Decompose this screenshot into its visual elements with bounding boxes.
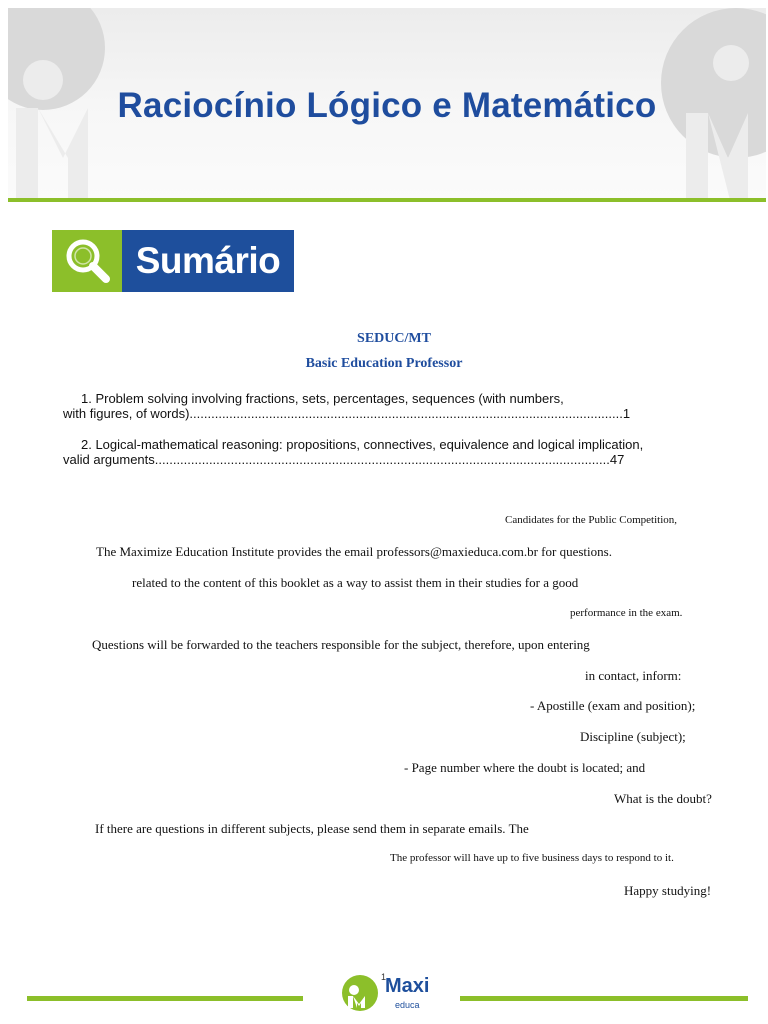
header-title: Raciocínio Lógico e Matemático xyxy=(117,86,657,125)
closing: Happy studying! xyxy=(624,883,712,898)
sumario-label: Sumário xyxy=(122,230,294,292)
footer-divider-right xyxy=(460,996,748,1001)
paragraph-line: in contact, inform: xyxy=(585,668,682,683)
toc-entry-line: with figures, of words)........................................................................................................................1 xyxy=(63,406,631,421)
paragraph-line: The Maximize Education Institute provides the email professors@maxieduca.com.br for questions. xyxy=(96,544,612,559)
page-number: 1 xyxy=(381,972,387,982)
paragraph-line: related to the content of this booklet as a way to assist them in their studies for a good xyxy=(132,575,579,590)
footer-divider-left xyxy=(27,996,303,1001)
maxi-logo-icon xyxy=(340,972,387,1013)
paragraph-line: performance in the exam. xyxy=(570,607,683,619)
sumario-icon-box xyxy=(52,230,122,292)
org-name: SEDUC/MT xyxy=(357,331,431,346)
header-divider xyxy=(8,198,766,202)
toc-entry-line: valid arguments..............................................................................................................................47 xyxy=(63,452,625,467)
list-item: - Page number where the doubt is located; and xyxy=(404,760,646,775)
paragraph-line: The professor will have up to five business days to respond to it. xyxy=(390,852,674,864)
list-item: Discipline (subject); xyxy=(580,729,686,744)
paragraph-line: Questions will be forwarded to the teachers responsible for the subject, therefore, upon entering xyxy=(92,637,590,652)
position-title: Basic Education Professor xyxy=(305,356,463,371)
header-banner xyxy=(8,8,766,200)
logo-subtext: educa xyxy=(395,1000,420,1010)
logo-wordmark: Maxi xyxy=(385,975,430,997)
list-item: - Apostille (exam and position); xyxy=(530,698,696,713)
magnifier-icon xyxy=(52,230,122,292)
toc-entry xyxy=(63,391,667,421)
toc-entry xyxy=(63,437,709,467)
greeting: Candidates for the Public Competition, xyxy=(505,514,678,526)
list-item: What is the doubt? xyxy=(614,791,712,806)
toc-entry-line: 1. Problem solving involving fractions, sets, percentages, sequences (with numbers, xyxy=(81,391,564,406)
sumario-badge xyxy=(52,230,294,292)
maxi-educa-logo xyxy=(340,973,440,1013)
toc-entry-line: 2. Logical-mathematical reasoning: propositions, connectives, equivalence and logical implication, xyxy=(81,437,644,452)
paragraph-line: If there are questions in different subjects, please send them in separate emails. The xyxy=(95,821,529,836)
